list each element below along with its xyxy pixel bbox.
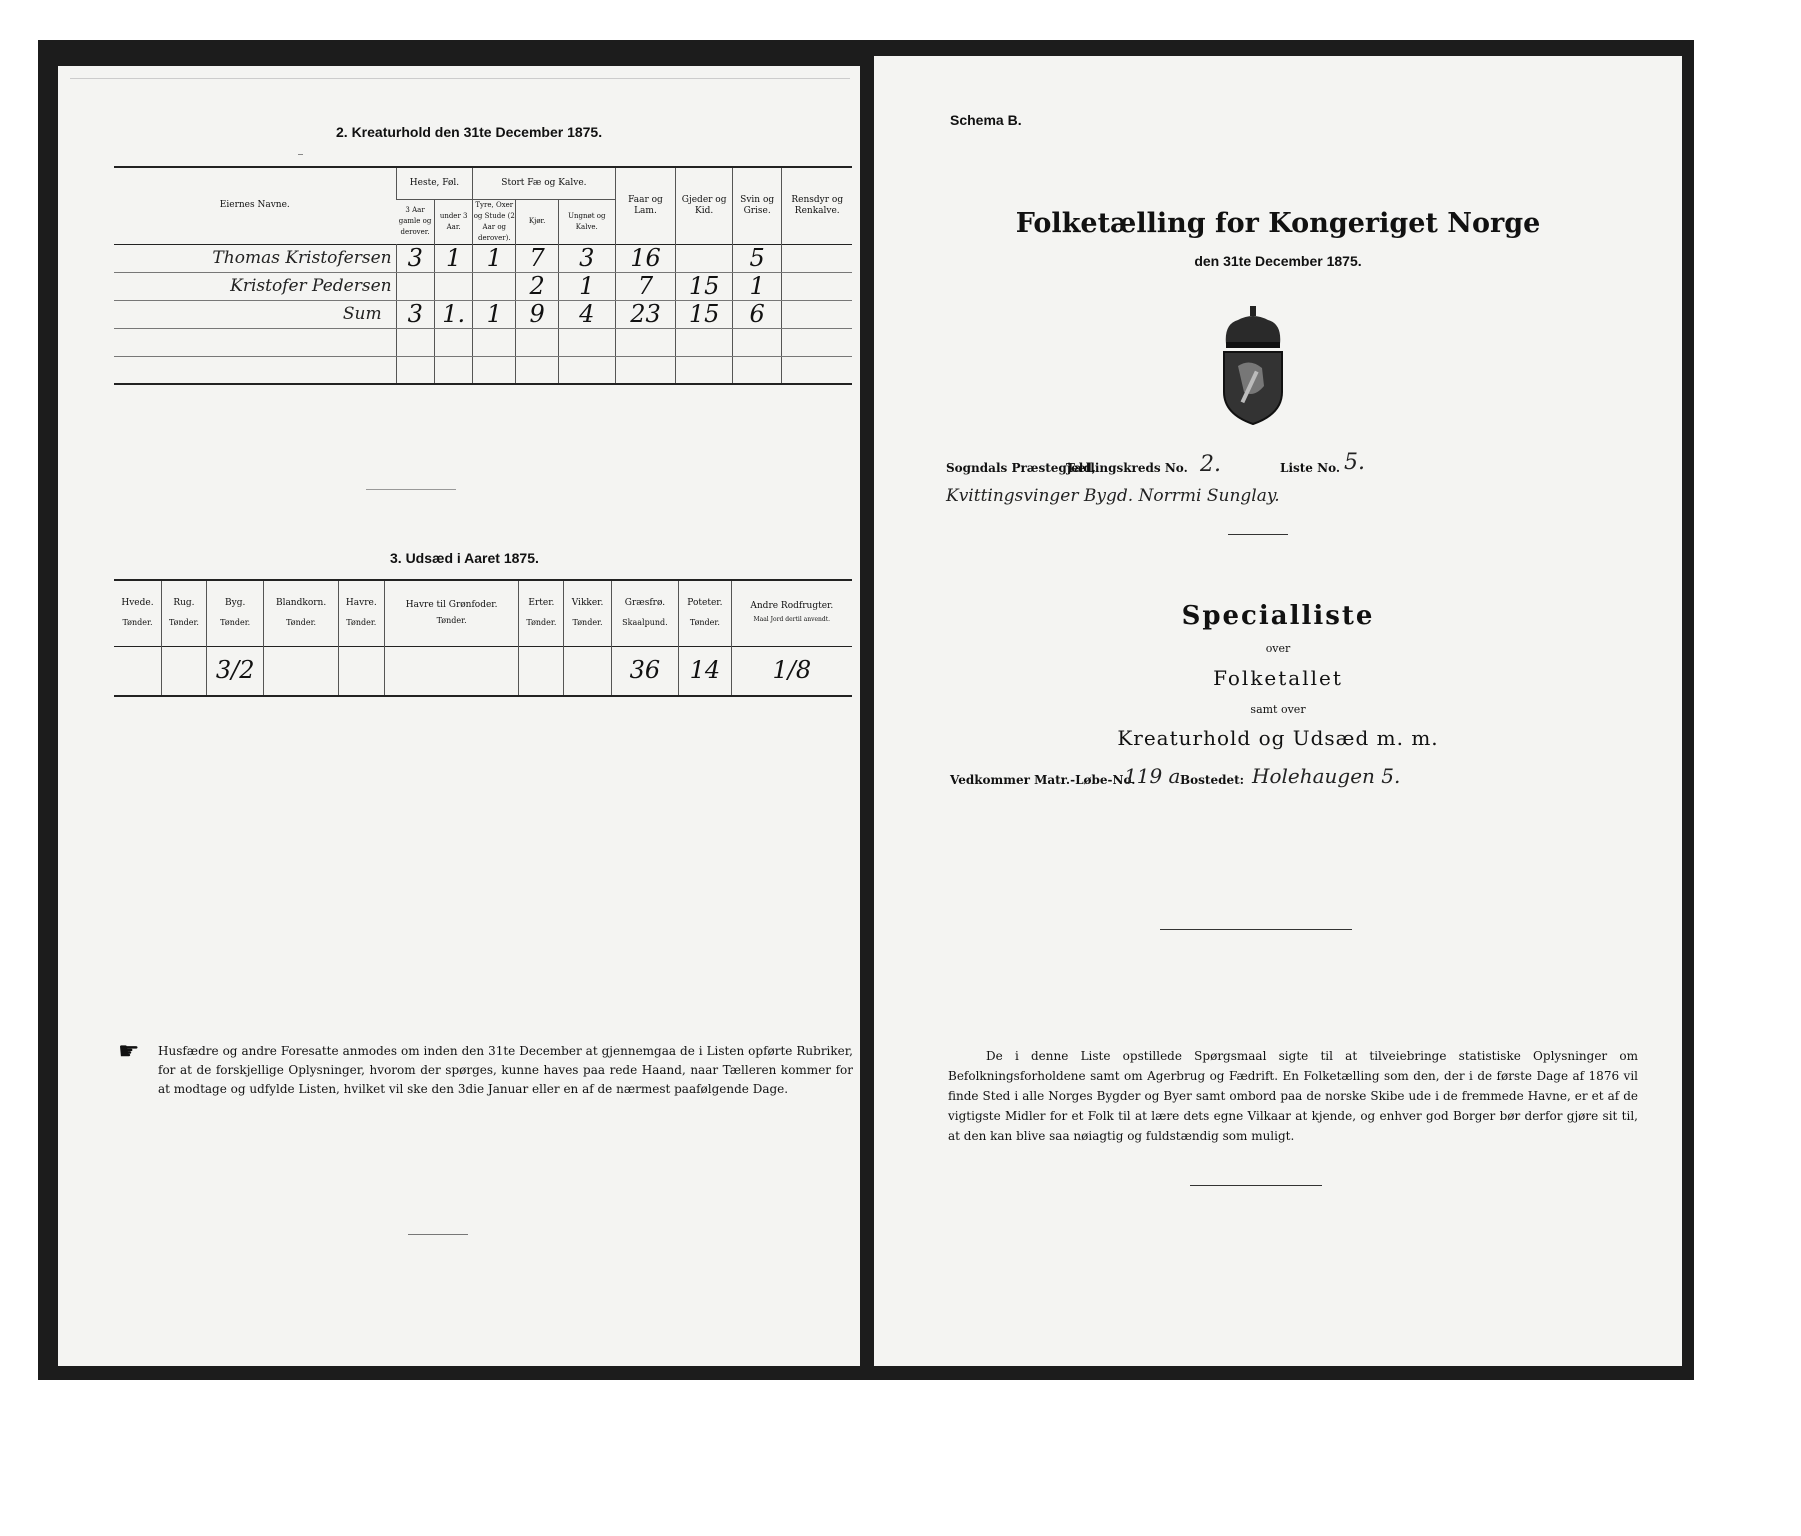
col-erter: Erter. Tønder. [519,580,564,646]
col-havre: Havre. Tønder. [338,580,384,646]
col-vikker: Vikker. Tønder. [564,580,611,646]
matr-value: 119 a [1124,764,1181,788]
separator-1 [1228,534,1288,535]
col-byg: Byg. Tønder. [206,580,263,646]
col-faar: Faar og Lam. [615,167,676,244]
main-date: den 31te December 1875. [1194,253,1362,269]
samt-over-label: samt over [1250,703,1306,716]
separator-2 [1160,929,1352,930]
udsaed-row: 3/2 36 14 1/8 [114,646,852,696]
col-owner: Eiernes Navne. [219,200,290,211]
footnote-text: De i denne Liste opstillede Spørgsmaal sigte til at tilveiebringe statistiske Oplysninger om Befolkningsforholdene samt om Agerbrug og Fædrift. En Folketælling som den, der i de første Dage af 1876 vil finde Sted i alle Norges Bygder og Byer samt ombord paa de norske Skibe ude i de fremmede Havne, er et af de vigtigste Midler for et Folk til at lære dets egne Vilkaar at kjende, og enhver god Borger bør derfor gjøre sit til, at den kan blive saa nøiagtig og fuldstændig som muligt. [948,1049,1638,1143]
kreatur-table [114,166,852,385]
special-title: Specialliste [1181,601,1375,631]
pointing-hand-icon: ☛ [118,1037,140,1065]
separator [366,489,456,490]
krets-value: 2. [1200,452,1221,477]
col-rug: Rug. Tønder. [161,580,206,646]
coat-of-arms-icon [1218,306,1288,426]
parish-label: Sogndals Præstegjeld, [946,461,1096,475]
col-gjeder: Gjeder og Kid. [676,167,732,244]
kreatur-row: Thomas Kristofersen 3 1 1 7 3 16 5 [114,244,852,272]
liste-label: Liste No. [1280,461,1341,475]
col-svin: Svin og Grise. [732,167,782,244]
col-heste-b: under 3 Aar. [434,199,472,244]
krets-label: Tællingskreds No. [1066,461,1188,475]
separator-3 [1190,1185,1322,1186]
col-stort: Stort Fæ og Kalve. [473,167,615,199]
col-rensdyr: Rensdyr og Renkalve. [782,167,852,244]
over-label: over [1265,642,1291,655]
bottom-separator [408,1234,468,1235]
kreatur-row: Kristofer Pedersen 2 1 7 15 1 [114,272,852,300]
kreatur-title: 2. Kreaturhold den 31te December 1875. [336,124,603,140]
folketallet-label: Folketallet [1213,666,1343,690]
left-page [58,66,860,1366]
udsaed-title: 3. Udsæd i Aaret 1875. [390,550,539,566]
right-page [874,56,1682,1366]
kreatur-row [114,328,852,356]
col-stort-a: Tyre, Oxer og Stude (2 Aar og derover). [473,199,516,244]
main-title: Folketælling for Kongeriget Norge [1015,208,1541,239]
col-graesfro: Græsfrø. Skaalpund. [611,580,678,646]
col-heste: Heste, Føl. [396,167,473,199]
bostedet-value: Holehaugen 5. [1252,764,1401,788]
notice-text: Husfædre og andre Foresatte anmodes om inden den 31te December at gjennemgaa de i Listen opførte Rubriker, for at de forskjellige Oplysninger, hvorom der spørges, kunne haves paa rede Haand, naar Tælleren kommer for at modtage og udfylde Listen, hvilket vil ske den 3die Januar eller en af de nærmest paafølgende Dage. [158,1044,853,1096]
col-blandkorn: Blandkorn. Tønder. [264,580,338,646]
col-stort-b: Kjør. [516,199,559,244]
col-hvede: Hvede. Tønder. [121,598,154,628]
kreatur-sum-row: Sum 3 1. 1 9 4 23 15 6 [114,300,852,328]
udsaed-table [114,579,852,697]
col-havre-gronfoder: Havre til Grønfoder. Tønder. [384,580,519,646]
col-stort-c: Ungnøt og Kalve. [559,199,615,244]
matr-label: Vedkommer Matr.-Løbe-No. [950,773,1136,787]
handwritten-place: Kvittingsvinger Bygd. Norrmi Sunglay. [946,486,1280,506]
bostedet-label: Bostedet: [1180,773,1245,787]
schema-label: Schema B. [950,112,1022,128]
kreatur-line: Kreaturhold og Udsæd m. m. [1117,726,1439,750]
col-poteter: Poteter. Tønder. [679,580,731,646]
kreatur-row [114,356,852,384]
col-andre-rodfrugter: Andre Rodfrugter. Maal Jord dertil anvendt. [731,580,852,646]
liste-value: 5. [1344,450,1365,475]
col-heste-a: 3 Aar gamle og derover. [398,206,432,236]
